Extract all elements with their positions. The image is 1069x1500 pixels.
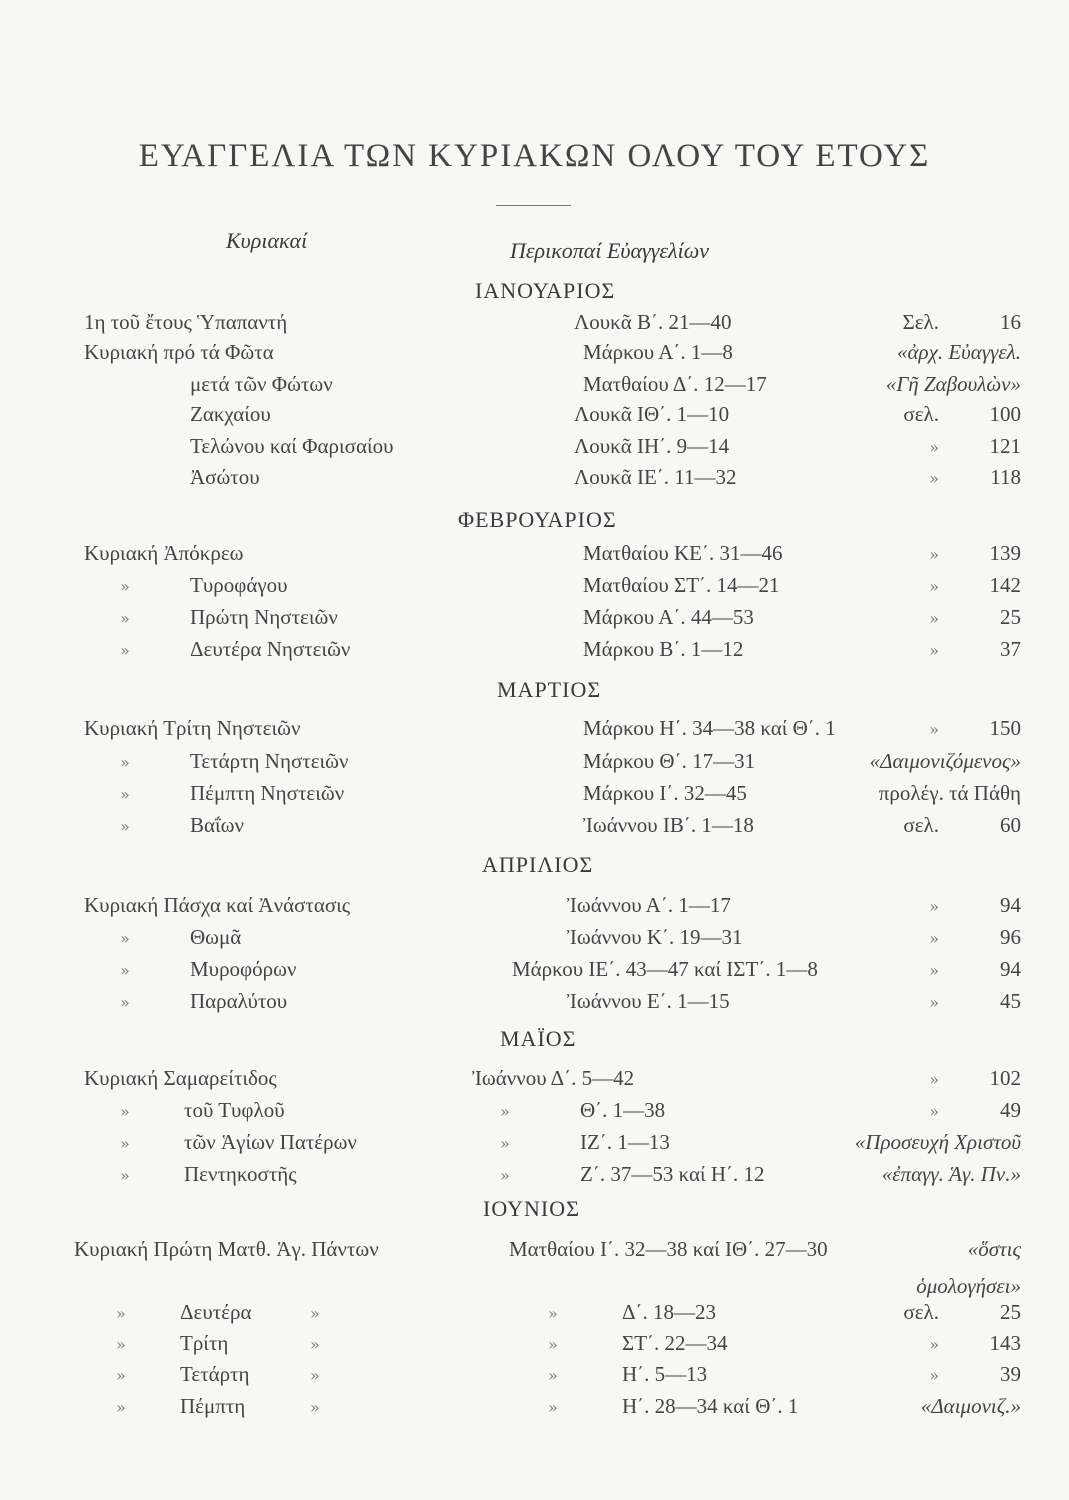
sunday-name: Δευτέρα xyxy=(180,1300,252,1324)
reading-reference: Ζ΄. 37—53 καί Η΄. 12 xyxy=(580,1162,765,1186)
reading-reference: Μάρκου Θ΄. 17—31 xyxy=(583,749,756,773)
sunday-name: Παραλύτου xyxy=(190,989,288,1013)
reading-note: «Γῆ Ζαβουλὼν» xyxy=(885,372,1021,396)
reading-reference: Λουκᾶ ΙΗ΄. 9—14 xyxy=(574,434,730,458)
page-title: ΕΥΑΓΓΕΛΙΑ ΤΩΝ ΚΥΡΙΑΚΩΝ ΟΛΟΥ ΤΟΥ ΕΤΟΥΣ xyxy=(138,138,931,174)
ditto-mark: » xyxy=(120,1102,130,1121)
page-number: 16 xyxy=(1000,310,1021,334)
ditto-mark: » xyxy=(548,1335,558,1354)
reading-reference: Λουκᾶ ΙΕ΄. 11—32 xyxy=(574,465,737,489)
reading-reference: Θ΄. 1—38 xyxy=(580,1098,666,1122)
reading-reference: Ἰωάννου Δ΄. 5—42 xyxy=(472,1066,635,1090)
page-label: » xyxy=(929,993,939,1012)
page-number: 118 xyxy=(990,465,1021,489)
reading-note: ὁμολογήσει» xyxy=(916,1274,1021,1298)
page-label: » xyxy=(929,1070,939,1089)
page-number: 94 xyxy=(1000,893,1021,917)
sunday-name: μετά τῶν Φώτων xyxy=(190,372,333,396)
reading-note: «Προσευχή Χριστοῦ xyxy=(854,1130,1021,1154)
ditto-mark: » xyxy=(310,1398,320,1417)
reading-reference: ΙΖ΄. 1—13 xyxy=(580,1130,670,1154)
month-june: ΙΟΥΝΙΟΣ xyxy=(483,1196,580,1221)
page-label: σελ. xyxy=(903,402,939,426)
sunday-name: Πέμπτη xyxy=(180,1394,246,1418)
page-label: » xyxy=(929,897,939,916)
sunday-name: Βαΐων xyxy=(190,813,244,837)
page-number: 39 xyxy=(1000,1362,1021,1386)
ditto-mark: » xyxy=(120,1134,130,1153)
page-label: » xyxy=(929,1102,939,1121)
reading-reference: Μάρκου Η΄. 34—38 καί Θ΄. 1 xyxy=(583,716,836,740)
month-may: ΜΑΪΟΣ xyxy=(500,1026,577,1051)
page-label: » xyxy=(929,641,939,660)
ditto-mark: » xyxy=(500,1166,510,1185)
sunday-name: Κυριακή Πρώτη Ματθ. Ἁγ. Πάντων xyxy=(74,1237,379,1261)
sunday-name: Κυριακή Ἀπόκρεω xyxy=(84,541,244,565)
month-february: ΦΕΒΡΟΥΑΡΙΟΣ xyxy=(458,507,617,532)
page-label: σελ. xyxy=(903,1300,939,1324)
sunday-name: Τυροφάγου xyxy=(190,573,288,597)
sunday-name: Τετάρτη Νηστειῶν xyxy=(190,749,349,773)
reading-reference: Λουκᾶ ΙΘ΄. 1—10 xyxy=(574,402,730,426)
page-number: 143 xyxy=(989,1331,1021,1355)
sunday-name: Κυριακή Τρίτη Νηστειῶν xyxy=(84,716,301,740)
page-number: 45 xyxy=(1000,989,1021,1013)
ditto-mark: » xyxy=(310,1335,320,1354)
page-number: 139 xyxy=(989,541,1021,565)
reading-reference: Δ΄. 18—23 xyxy=(622,1300,716,1324)
page-label: » xyxy=(929,1366,939,1385)
ditto-mark: » xyxy=(120,609,130,628)
page-number: 94 xyxy=(1000,957,1021,981)
reading-reference: Η΄. 5—13 xyxy=(622,1362,708,1386)
page-number: 49 xyxy=(1000,1098,1021,1122)
sunday-name: Ζακχαίου xyxy=(190,402,271,426)
month-april: ΑΠΡΙΛΙΟΣ xyxy=(482,852,594,877)
sunday-name: Δευτέρα Νηστειῶν xyxy=(190,637,351,661)
header-sundays: Κυριακαί xyxy=(226,228,308,253)
reading-note: «ἀρχ. Εὐαγγελ. xyxy=(896,340,1021,364)
sunday-name: Θωμᾶ xyxy=(190,925,242,949)
page-label: Σελ. xyxy=(902,310,939,334)
sunday-name: Κυριακή Πάσχα καί Ἀνάστασις xyxy=(84,893,351,917)
ditto-mark: » xyxy=(120,785,130,804)
ditto-mark: » xyxy=(120,961,130,980)
page-number: 96 xyxy=(1000,925,1021,949)
page-label: » xyxy=(929,609,939,628)
page-number: 102 xyxy=(989,1066,1021,1090)
sunday-name: Πεντηκοστῆς xyxy=(184,1162,297,1186)
ditto-mark: » xyxy=(116,1335,126,1354)
reading-note: προλέγ. τά Πάθη xyxy=(878,781,1021,805)
ditto-mark: » xyxy=(500,1134,510,1153)
ditto-mark: » xyxy=(116,1304,126,1323)
reading-note: «ἐπαγγ. Ἁγ. Πν.» xyxy=(881,1162,1021,1186)
ditto-mark: » xyxy=(548,1366,558,1385)
month-march: ΜΑΡΤΙΟΣ xyxy=(497,677,602,702)
ditto-mark: » xyxy=(120,929,130,948)
page-label: » xyxy=(929,929,939,948)
page-label: » xyxy=(929,438,939,457)
ditto-mark: » xyxy=(116,1366,126,1385)
page-number: 142 xyxy=(989,573,1021,597)
ditto-mark: » xyxy=(120,753,130,772)
page-number: 60 xyxy=(1000,813,1021,837)
sunday-name: Κυριακή πρό τά Φῶτα xyxy=(84,340,274,364)
ditto-mark: » xyxy=(116,1398,126,1417)
reading-note: «Δαιμονιζ.» xyxy=(920,1394,1021,1418)
sunday-name: Τελώνου καί Φαρισαίου xyxy=(190,434,394,458)
reading-reference: Μάρκου Ι΄. 32—45 xyxy=(583,781,747,805)
reading-reference: Μάρκου ΙΕ΄. 43—47 καί ΙΣΤ΄. 1—8 xyxy=(512,957,818,981)
ditto-mark: » xyxy=(120,817,130,836)
reading-reference: Ἰωάννου Ε΄. 1—15 xyxy=(567,989,730,1013)
page-number: 121 xyxy=(989,434,1021,458)
reading-reference: Ἰωάννου Α΄. 1—17 xyxy=(567,893,731,917)
sunday-name: Κυριακή Σαμαρείτιδος xyxy=(84,1066,277,1090)
page-number: 25 xyxy=(1000,1300,1021,1324)
reading-reference: Λουκᾶ Β΄. 21—40 xyxy=(574,310,732,334)
reading-reference: Ματθαίου Ι΄. 32—38 καί ΙΘ΄. 27—30 xyxy=(509,1237,828,1261)
page-label: » xyxy=(929,577,939,596)
page-number: 37 xyxy=(1000,637,1021,661)
ditto-mark: » xyxy=(120,993,130,1012)
sunday-name: Πρώτη Νηστειῶν xyxy=(190,605,338,629)
reading-reference: Η΄. 28—34 καί Θ΄. 1 xyxy=(622,1394,799,1418)
sunday-name: Μυροφόρων xyxy=(190,957,297,981)
ditto-mark: » xyxy=(548,1304,558,1323)
reading-note: «Δαιμονιζόμενος» xyxy=(869,749,1021,773)
page-number: 100 xyxy=(989,402,1021,426)
reading-reference: Ματθαίου ΚΕ΄. 31—46 xyxy=(583,541,783,565)
ditto-mark: » xyxy=(120,1166,130,1185)
month-january: ΙΑΝΟΥΑΡΙΟΣ xyxy=(475,278,616,303)
ditto-mark: » xyxy=(310,1366,320,1385)
sunday-name: Ἀσώτου xyxy=(190,465,260,489)
ditto-mark: » xyxy=(548,1398,558,1417)
sunday-name: τῶν Ἁγίων Πατέρων xyxy=(184,1130,357,1154)
reading-reference: Ματθαίου Δ΄. 12—17 xyxy=(583,372,767,396)
ditto-mark: » xyxy=(500,1102,510,1121)
sunday-name: Τρίτη xyxy=(180,1331,229,1355)
reading-reference: ΣΤ΄. 22—34 xyxy=(622,1331,728,1355)
title-rule xyxy=(496,205,571,206)
reading-note: «ὅστις xyxy=(967,1237,1021,1261)
page-label: » xyxy=(929,469,939,488)
ditto-mark: » xyxy=(310,1304,320,1323)
sunday-name: Τετάρτη xyxy=(180,1362,250,1386)
sunday-name: Πέμπτη Νηστειῶν xyxy=(190,781,345,805)
reading-reference: Ἰωάννου Κ΄. 19—31 xyxy=(567,925,743,949)
reading-reference: Μάρκου Β΄. 1—12 xyxy=(583,637,744,661)
page-label: » xyxy=(929,961,939,980)
page-number: 25 xyxy=(1000,605,1021,629)
page-label: » xyxy=(929,545,939,564)
reading-reference: Μάρκου Α΄. 44—53 xyxy=(583,605,754,629)
page-label: σελ. xyxy=(903,813,939,837)
page-label: » xyxy=(929,1335,939,1354)
reading-reference: Μάρκου Α΄. 1—8 xyxy=(583,340,733,364)
reading-reference: Ἰωάννου ΙΒ΄. 1—18 xyxy=(583,813,754,837)
reading-reference: Ματθαίου ΣΤ΄. 14—21 xyxy=(583,573,780,597)
page-label: » xyxy=(929,720,939,739)
page-number: 150 xyxy=(989,716,1021,740)
sunday-name: 1η τοῦ ἔτους Ὑπαπαντή xyxy=(84,310,288,334)
sunday-name: τοῦ Τυφλοῦ xyxy=(184,1098,285,1122)
ditto-mark: » xyxy=(120,577,130,596)
ditto-mark: » xyxy=(120,641,130,660)
header-readings: Περικοπαί Εὐαγγελίων xyxy=(510,238,709,263)
